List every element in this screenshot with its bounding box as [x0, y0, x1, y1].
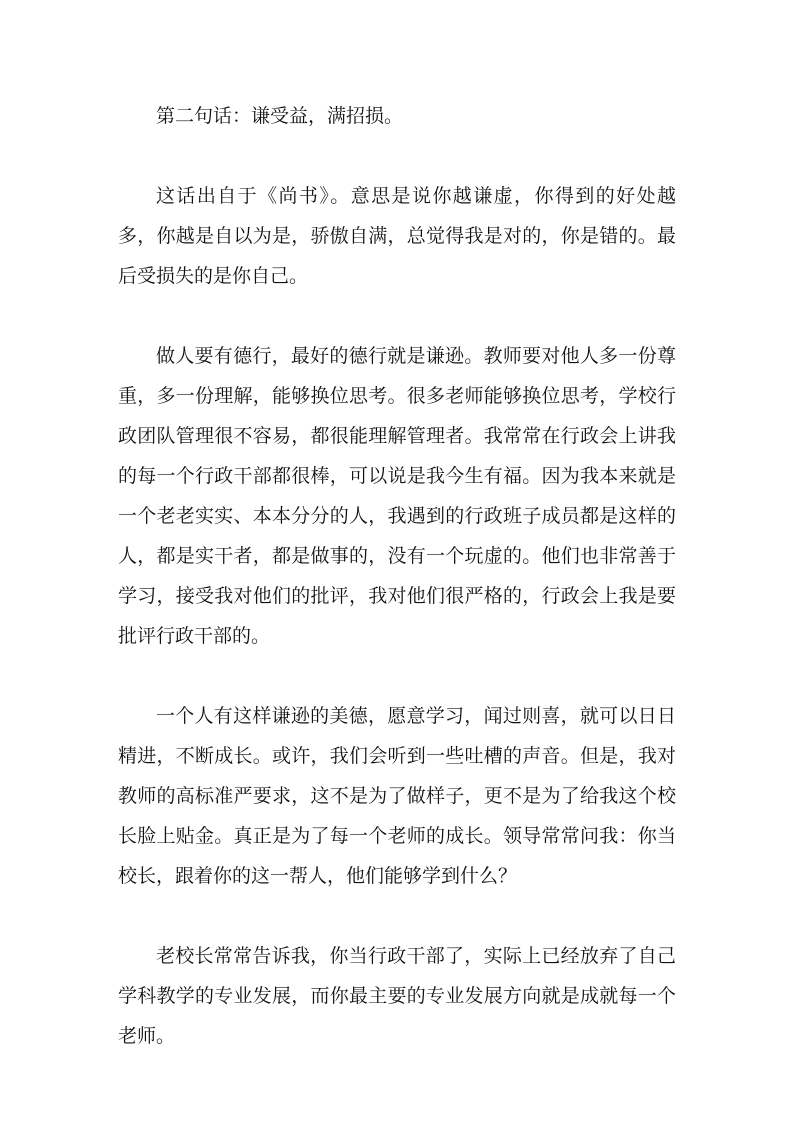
- paragraph-4: 老校长常常告诉我，你当行政干部了，实际上已经放弃了自己学科教学的专业发展，而你最主要的专业发展方向就是成就每一个老师。: [118, 945, 676, 1047]
- paragraph-3: 一个人有这样谦逊的美德，愿意学习，闻过则喜，就可以日日精进，不断成长。或许，我们会听到一些吐槽的声音。但是，我对教师的高标准严要求，这不是为了做样子，更不是为了给我这个校长脸上贴金。真正是为了每一个老师的成长。领导常常问我：你当校长，跟着你的这一帮人，他们能够学到什么？: [118, 705, 676, 887]
- document-body: [118, 96, 676, 1056]
- paragraph-1: 这话出自于《尚书》。意思是说你越谦虚，你得到的好处越多，你越是自以为是，骄傲自满，总觉得我是对的，你是错的。最后受损失的是你自己。: [118, 185, 676, 287]
- paragraph-2: 做人要有德行，最好的德行就是谦逊。教师要对他人多一份尊重，多一份理解，能够换位思考。很多老师能够换位思考，学校行政团队管理很不容易，都很能理解管理者。我常常在行政会上讲我的每一个行政干部都很棒，可以说是我今生有福。因为我本来就是一个老老实实、本本分分的人，我遇到的行政班子成员都是这样的人，都是实干者，都是做事的，没有一个玩虚的。他们也非常善于学习，接受我对他们的批评，我对他们很严格的，行政会上我是要批评行政干部的。: [118, 345, 676, 647]
- paragraph-heading: 第二句话：谦受益，满招损。: [156, 105, 404, 127]
